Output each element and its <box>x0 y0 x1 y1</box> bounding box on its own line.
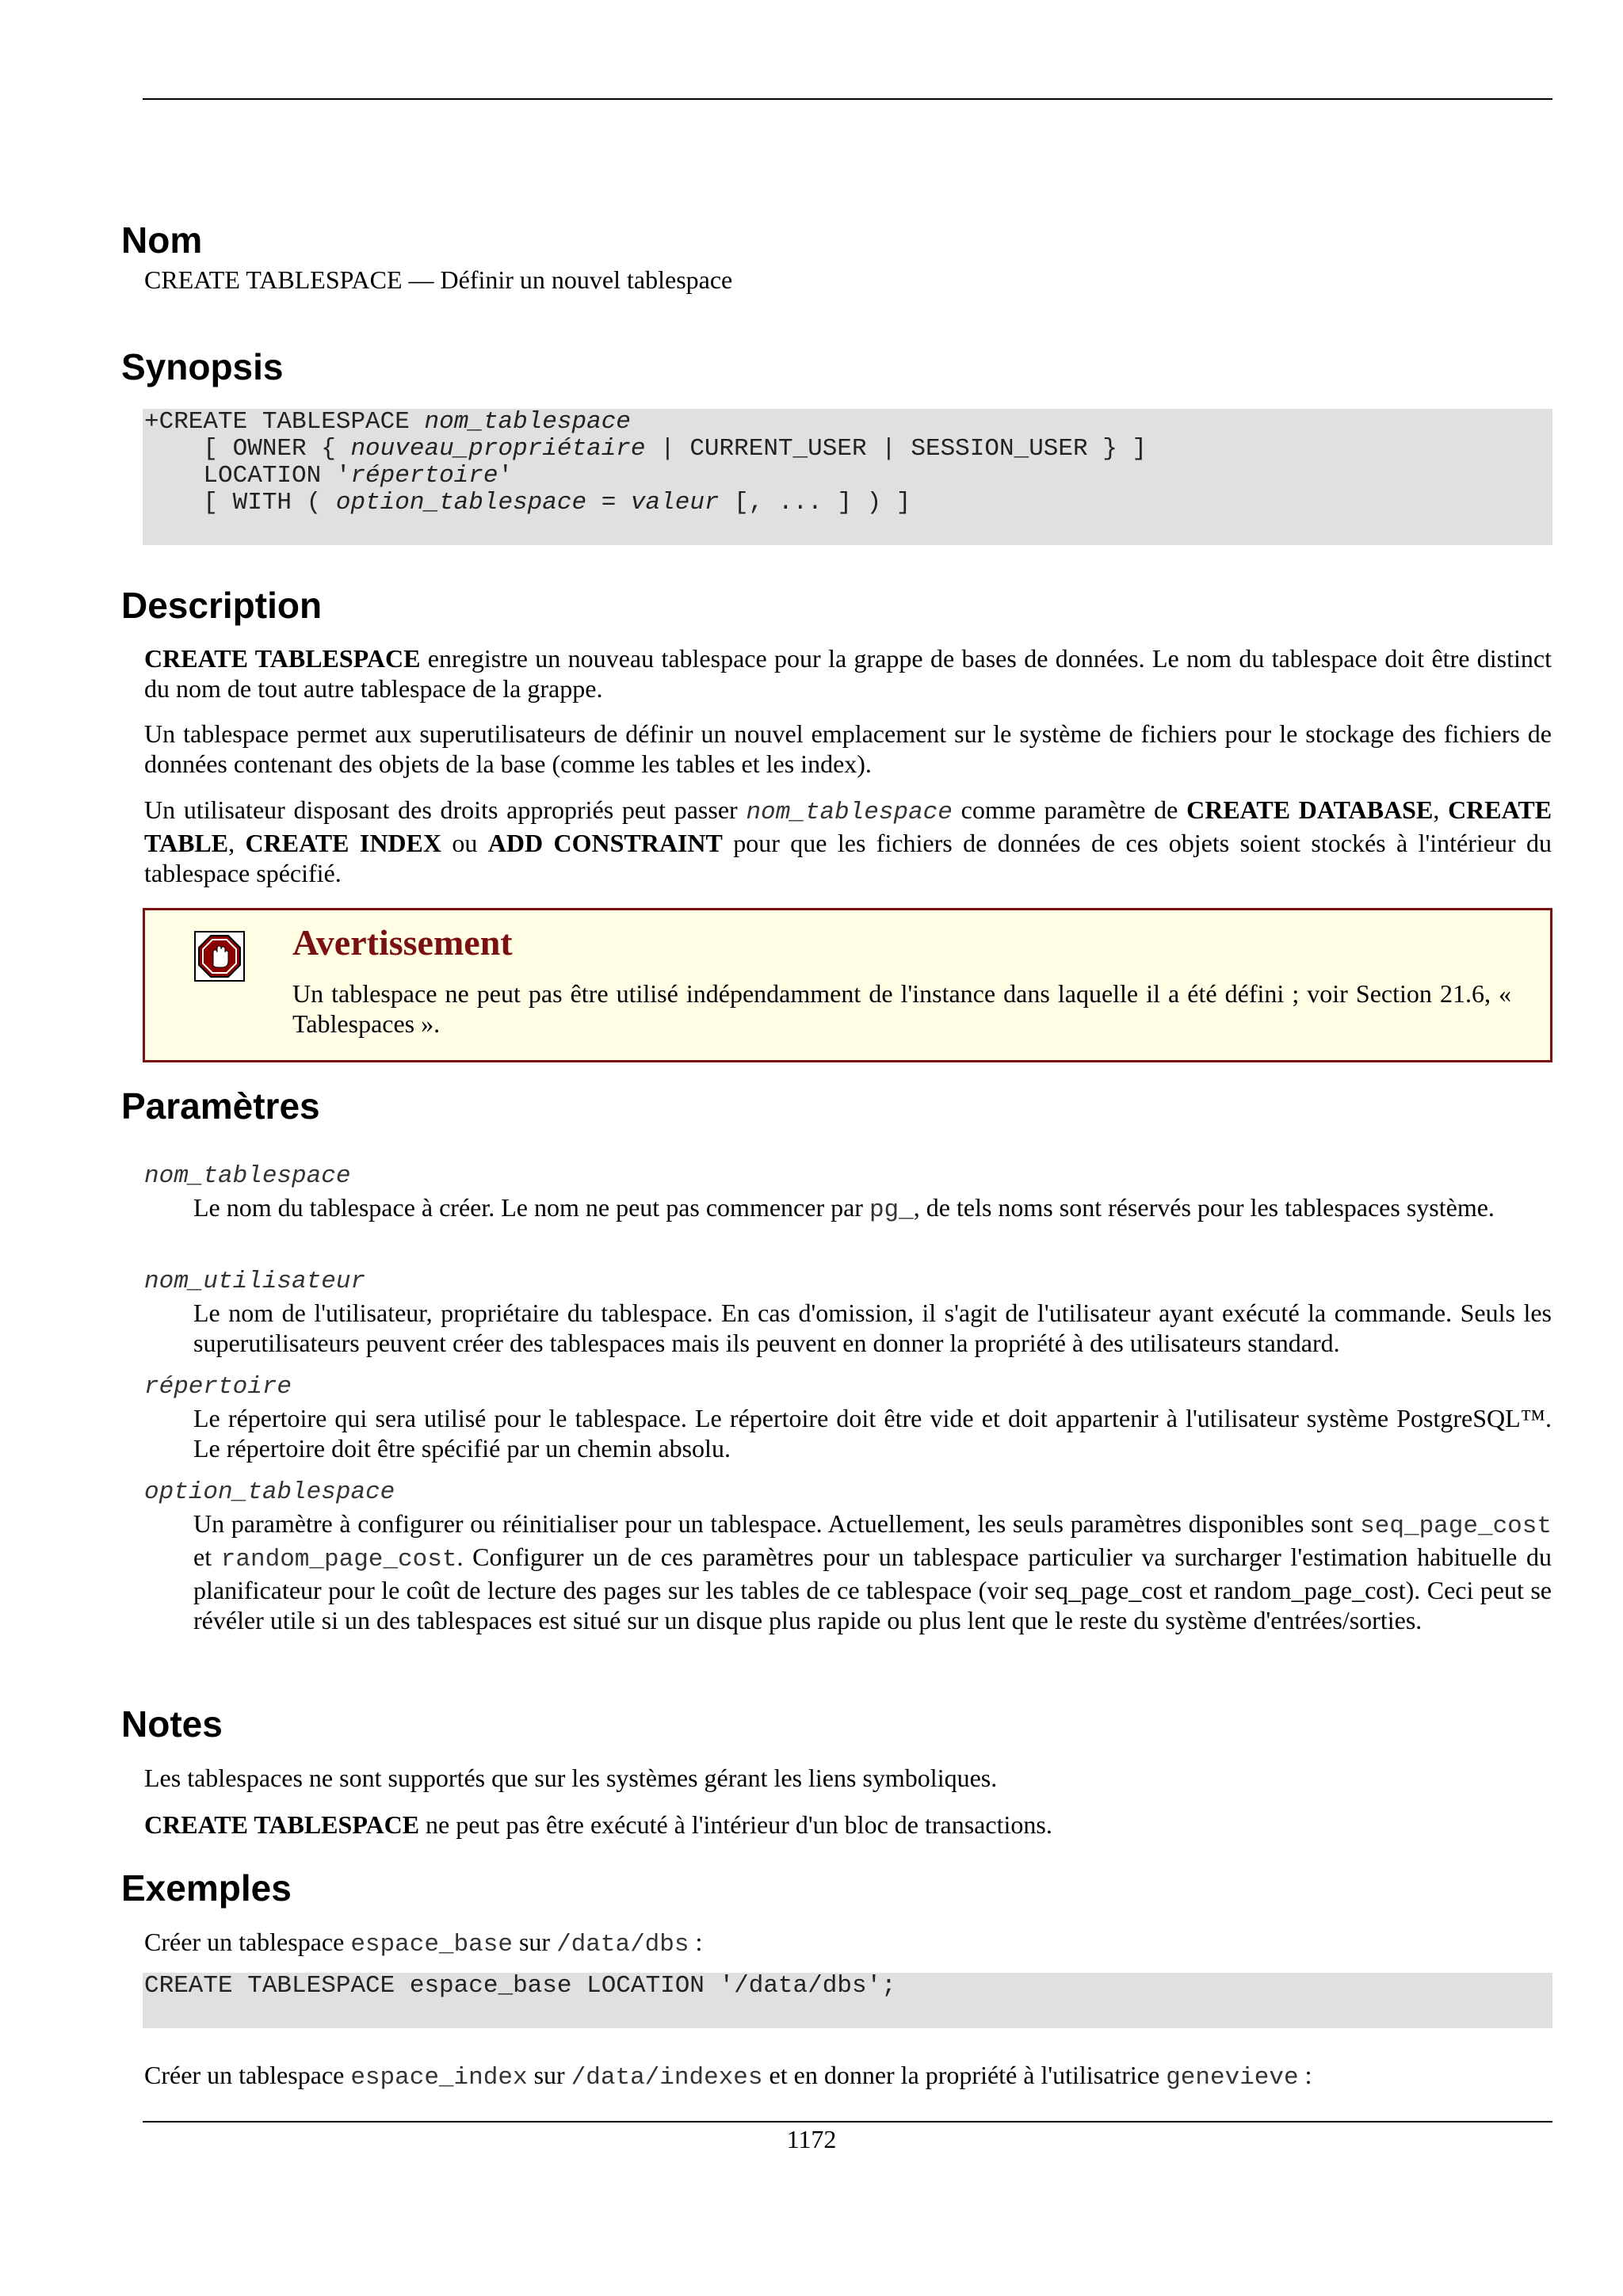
paragraph-text: : <box>1298 2061 1312 2089</box>
param-term: option_tablespace <box>144 1478 395 1506</box>
nom-text: CREATE TABLESPACE — Définir un nouvel tablespace <box>144 265 733 294</box>
code-text: CREATE TABLESPACE espace_base LOCATION '/data/dbs'; <box>144 1972 896 2000</box>
param-definition: Le répertoire qui sera utilisé pour le tablespace. Le répertoire doit être vide et doit appartenir à l'utilisateur système PostgreSQL™. Le répertoire doit être spécifié par un chemin absolu. <box>193 1404 1552 1463</box>
command-name: CREATE TABLESPACE <box>144 644 421 673</box>
inline-code: seq_page_cost <box>1360 1512 1552 1540</box>
footer-rule <box>143 2121 1552 2122</box>
param-term: nom_tablespace <box>144 1162 351 1190</box>
description-paragraph-2: Un tablespace permet aux superutilisateurs de définir un nouvel emplacement sur le système de fichiers pour le stockage des fichiers de données contenant des objets de la base (comme les tables et les index). <box>144 719 1552 778</box>
paragraph-text: pour que les fichiers de données de ces objets soient stockés à l'intérieur du tablespace spécifié. <box>144 829 1552 887</box>
paragraph-text: sur <box>527 2061 571 2089</box>
paragraph-text: enregistre un nouveau tablespace pour la grappe de bases de données. Le nom du tablespace doit être distinct du nom de tout autre tablespace de la grappe. <box>144 644 1552 703</box>
inline-code: /data/dbs <box>556 1931 689 1958</box>
command-name: CREATE TABLESPACE <box>144 1810 420 1839</box>
inline-code: random_page_cost <box>220 1546 457 1573</box>
paragraph-text: : <box>689 1928 703 1956</box>
code-text: [ OWNER { <box>144 435 351 463</box>
paragraph-text: et en donner la propriété à l'utilisatrice <box>762 2061 1167 2089</box>
paragraph-text: , <box>1433 795 1449 824</box>
inline-code: pg_ <box>869 1196 914 1224</box>
warning-text: Un tablespace ne peut pas être utilisé indépendamment de l'instance dans laquelle il a été défini ; voir Section 21.6, « Tablespaces ». <box>292 979 1511 1038</box>
param-term: nom_utilisateur <box>144 1268 366 1295</box>
param-definition <box>193 1508 1552 1635</box>
heading-exemples: Exemples <box>121 1867 292 1909</box>
code-placeholder: option_tablespace <box>335 489 587 517</box>
paragraph-text: comme paramètre de <box>952 795 1187 824</box>
warning-title: Avertissement <box>292 922 513 963</box>
code-placeholder: nom_tablespace <box>424 408 631 436</box>
heading-parametres: Paramètres <box>121 1085 320 1127</box>
param-definition <box>193 1192 1552 1226</box>
command-name: CREATE DATABASE <box>1186 795 1434 824</box>
inline-code: genevieve <box>1166 2064 1299 2092</box>
stop-hand-icon <box>194 931 245 982</box>
synopsis-code <box>143 409 1552 545</box>
example-code-1 <box>143 1973 1552 2028</box>
notes-paragraph-2 <box>144 1810 1552 1840</box>
inline-code: espace_index <box>350 2064 528 2092</box>
notes-paragraph-1: Les tablespaces ne sont supportés que sur les systèmes gérant les liens symboliques. <box>144 1764 998 1792</box>
code-placeholder: nouveau_propriétaire <box>350 435 646 463</box>
header-rule <box>143 98 1552 100</box>
warning-box <box>143 908 1552 1062</box>
code-text: ' <box>498 462 514 490</box>
param-definition: Le nom de l'utilisateur, propriétaire du tablespace. En cas d'omission, il s'agit de l'utilisateur ayant exécuté la commande. Seuls les superutilisateurs peuvent créer des tablespaces mais ils peuvent en donner la propriété à des utilisateurs standard. <box>193 1299 1552 1357</box>
heading-nom: Nom <box>121 219 203 261</box>
paragraph-text: Un paramètre à configurer ou réinitialiser pour un tablespace. Actuellement, les seuls paramètres disponibles sont <box>193 1509 1361 1538</box>
inline-code: /data/indexes <box>571 2064 763 2092</box>
paragraph-text: , de tels noms sont réservés pour les tablespaces système. <box>913 1193 1495 1222</box>
paragraph-text: Le nom du tablespace à créer. Le nom ne peut pas commencer par <box>193 1193 869 1222</box>
paragraph-text: et <box>193 1543 221 1571</box>
paragraph-text: Un utilisateur disposant des droits appropriés peut passer <box>144 795 747 824</box>
heading-synopsis: Synopsis <box>121 346 284 387</box>
code-placeholder: répertoire <box>350 462 498 490</box>
param-term: répertoire <box>144 1373 292 1401</box>
code-text: [ WITH ( <box>144 489 336 517</box>
heading-description: Description <box>121 585 323 626</box>
paragraph-text: ou <box>441 829 488 857</box>
code-placeholder: valeur <box>630 489 720 517</box>
code-text: = <box>586 489 631 517</box>
command-name: CREATE INDEX <box>245 829 441 857</box>
inline-code: nom_tablespace <box>746 799 953 826</box>
description-paragraph-3 <box>144 795 1552 888</box>
example-intro-1 <box>144 1927 1552 1960</box>
command-name: ADD CONSTRAINT <box>487 829 723 857</box>
page-number: 1172 <box>786 2125 837 2153</box>
description-paragraph-1 <box>144 643 1552 704</box>
code-text: +CREATE TABLESPACE <box>144 408 425 436</box>
heading-notes: Notes <box>121 1703 223 1745</box>
paragraph-text: . Configurer un de ces paramètres pour un tablespace particulier va surcharger l'estimation habituelle du planificateur pour le coût de lecture des pages sur les tables de ce tablespace (voir seq_page_cost et random_page_cost). Ceci peut se révéler utile si un des tablespaces est situé sur un disque plus rapide ou plus lent que le reste du système d'entrées/sorties. <box>193 1543 1552 1634</box>
paragraph-text: Créer un tablespace <box>144 1928 351 1956</box>
paragraph-text: , <box>228 829 246 857</box>
code-text: [, ... ] ) ] <box>719 489 911 517</box>
code-text: | CURRENT_USER | SESSION_USER } ] <box>645 435 1148 463</box>
paragraph-text: sur <box>512 1928 557 1956</box>
code-text: LOCATION ' <box>144 462 351 490</box>
example-intro-2 <box>144 2060 1552 2093</box>
command-name: CREATE TABLE <box>144 795 1552 857</box>
paragraph-text: Créer un tablespace <box>144 2061 351 2089</box>
inline-code: espace_base <box>350 1931 513 1958</box>
paragraph-text: ne peut pas être exécuté à l'intérieur d'un bloc de transactions. <box>419 1810 1052 1839</box>
